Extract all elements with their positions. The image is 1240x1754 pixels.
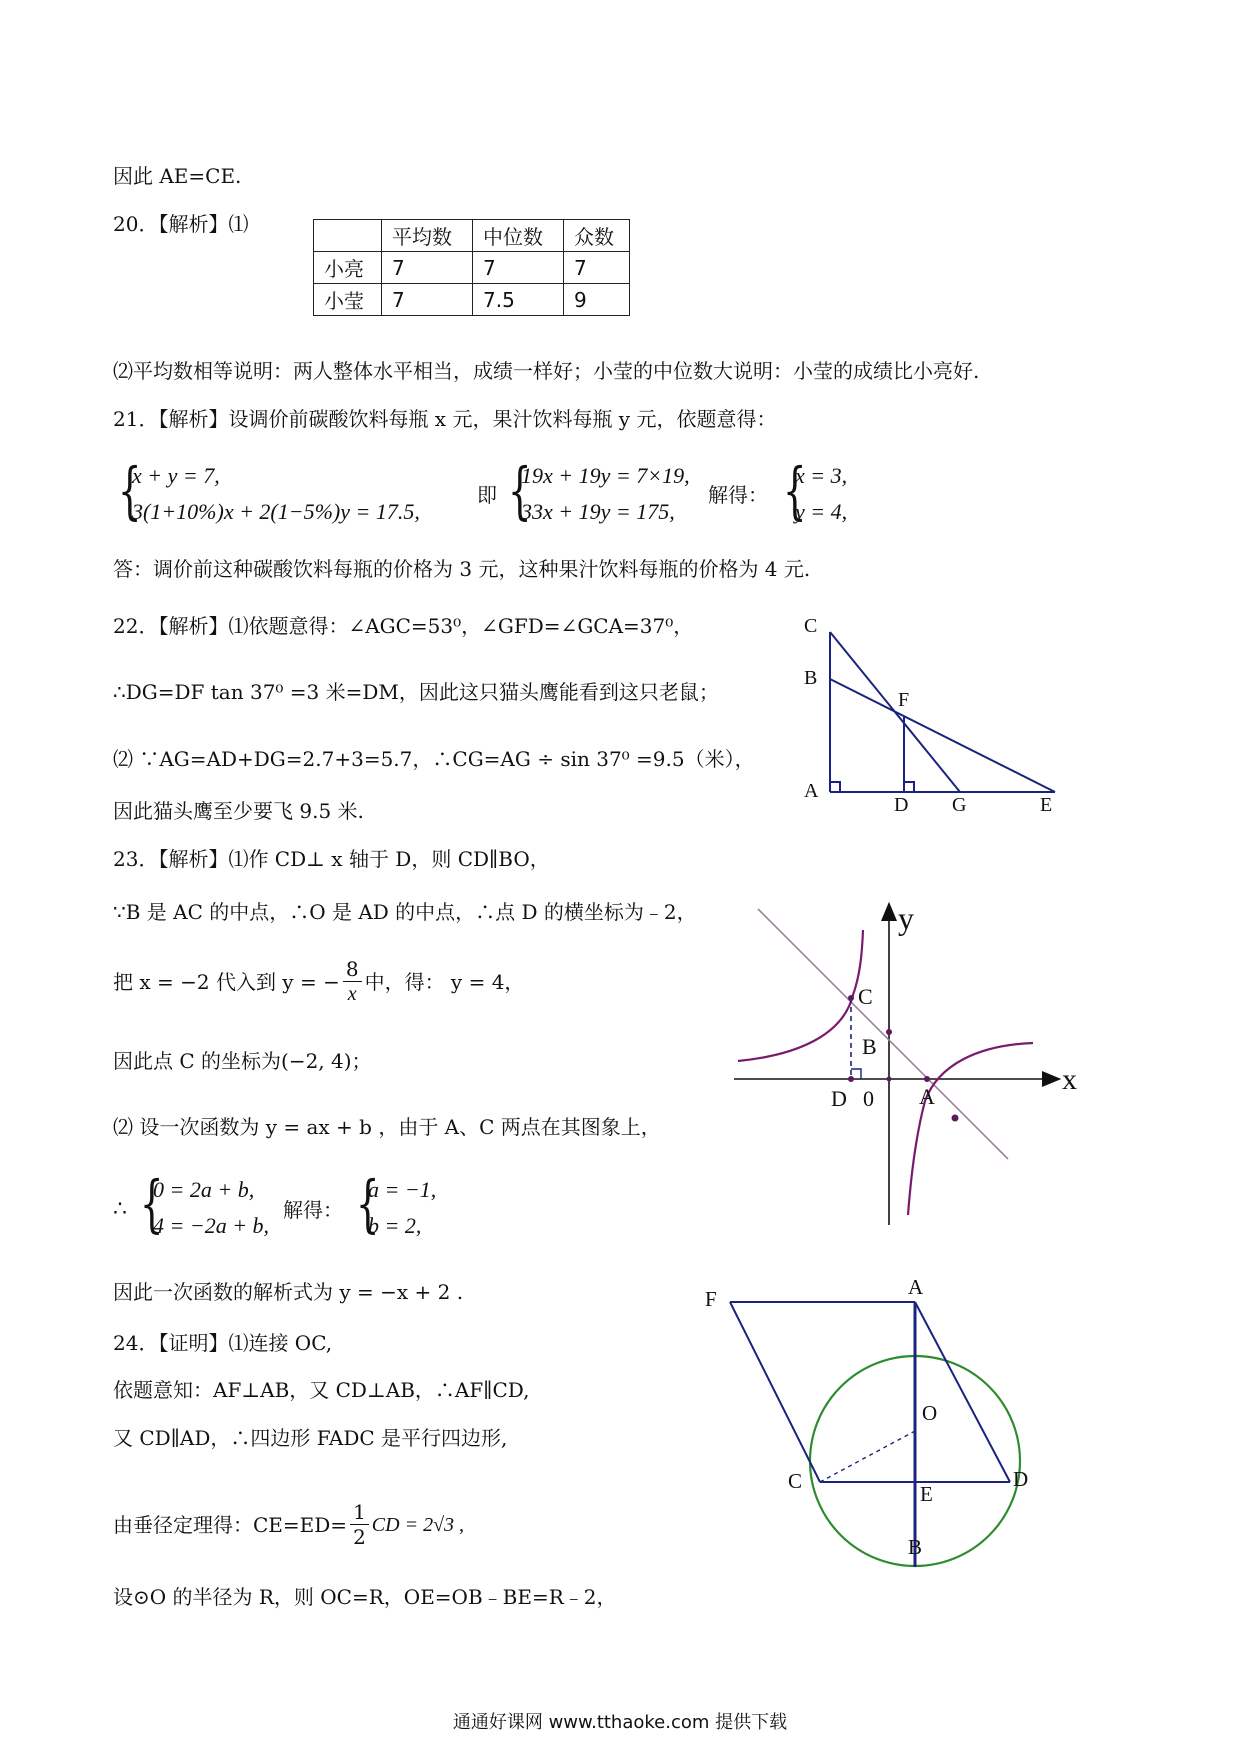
q24-line5: 设⊙O 的半径为 R，则 OC=R，OE=OB﹣BE=R﹣2， <box>113 1585 617 1609</box>
q22-line2: ∴DG=DF tan 37⁰ =3 米=DM，因此这只猫头鹰能看到这只老鼠； <box>113 680 719 704</box>
table-cell: 9 <box>564 284 630 316</box>
brace-symbol: { <box>507 454 532 527</box>
table-header: 平均数 <box>382 220 473 252</box>
q23-line2: ∵B 是 AC 的中点，∴O 是 AD 的中点，∴点 D 的横坐标为﹣2， <box>113 900 697 924</box>
label-d: D <box>831 1086 847 1111</box>
table-row <box>314 284 630 316</box>
label-a: A <box>804 780 819 802</box>
equation: 19x + 19y = 7×19, <box>521 463 690 488</box>
q24-line1: 24．【证明】⑴连接 OC, <box>113 1331 333 1355</box>
label-g: G <box>952 794 967 815</box>
word-jiede: 解得： <box>708 483 768 507</box>
q23-line3-text: 中，得： y = 4， <box>364 969 525 994</box>
label-e: E <box>1040 794 1053 815</box>
axis-label-y: y <box>898 900 914 936</box>
table-cell: 7 <box>382 252 473 284</box>
table-cell: 小亮 <box>314 252 382 284</box>
function-graph-figure <box>728 895 1108 1235</box>
label-b: B <box>908 1535 923 1559</box>
label-o: O <box>922 1401 938 1425</box>
equation: y = 4, <box>795 499 848 524</box>
brace-symbol: { <box>117 454 142 527</box>
fraction-denominator: 2 <box>353 1525 366 1549</box>
word-ji: 即 <box>477 483 497 507</box>
q21-heading: 21．【解析】设调价前碳酸饮料每瓶 x 元，果汁饮料每瓶 y 元，依题意得： <box>113 407 777 431</box>
brace-symbol: { <box>139 1167 164 1240</box>
equation: x = 3, <box>795 463 848 488</box>
table-cell: 7.5 <box>473 284 564 316</box>
q22-line1: 22．【解析】⑴依题意得：∠AGC=53⁰，∠GFD=∠GCA=37⁰， <box>113 614 694 638</box>
brace-symbol: { <box>355 1167 380 1240</box>
label-c: C <box>804 615 818 637</box>
circle-geometry-figure <box>700 1280 1040 1570</box>
q24-line4-text: 由垂径定理得：CE=ED= <box>113 1512 348 1537</box>
q23-line5: ⑵ 设一次函数为 y = ax + b ，由于 A、C 两点在其图象上， <box>113 1115 661 1139</box>
fraction-denominator: x <box>347 983 357 1005</box>
q20-part2: ⑵平均数相等说明：两人整体水平相当，成绩一样好；小莹的中位数大说明：小莹的成绩比小亮好. <box>113 359 980 383</box>
q22-line3: ⑵ ∵AG=AD+DG=2.7+3=5.7，∴CG=AG ÷ sin 37⁰ =9.5（米）， <box>113 747 755 771</box>
owl-geometry-figure <box>790 615 1070 815</box>
q24-line3: 又 CD∥AD，∴四边形 FADC 是平行四边形, <box>113 1426 508 1450</box>
q23-line3 <box>113 957 524 1006</box>
axis-label-x: x <box>1062 1063 1077 1096</box>
q23-line3-text: 把 x = −2 代入到 y = − <box>113 969 340 994</box>
label-a: A <box>908 1280 924 1299</box>
table-cell: 7 <box>564 252 630 284</box>
label-e: E <box>920 1482 933 1506</box>
table-cell: 7 <box>382 284 473 316</box>
table-header: 中位数 <box>473 220 564 252</box>
equation: 0 = 2a + b, <box>153 1177 255 1202</box>
q22-line4: 因此猫头鹰至少要飞 9.5 米. <box>113 799 364 823</box>
label-c: C <box>788 1469 803 1493</box>
q23-line1: 23．【解析】⑴作 CD⊥ x 轴于 D，则 CD∥BO， <box>113 847 550 871</box>
label-b: B <box>862 1034 877 1059</box>
q23-line4: 因此点 C 的坐标为(−2, 4)； <box>113 1049 372 1073</box>
equation: 33x + 19y = 175, <box>521 499 675 524</box>
table-row <box>314 252 630 284</box>
therefore-symbol: ∴ <box>113 1197 127 1222</box>
q21-answer: 答：调价前这种碳酸饮料每瓶的价格为 3 元，这种果汁饮料每瓶的价格为 4 元. <box>113 557 811 581</box>
label-a: A <box>919 1084 935 1109</box>
label-d: D <box>894 794 909 815</box>
q23-line6: 因此一次函数的解析式为 y = −x + 2 . <box>113 1280 464 1304</box>
table-cell: 小莹 <box>314 284 382 316</box>
equation: x + y = 7, <box>132 463 220 488</box>
fraction-numerator: 1 <box>350 1500 369 1525</box>
fraction <box>343 957 362 1006</box>
q24-line4 <box>113 1500 464 1549</box>
q24-line4-text: CD = 2√3 , <box>371 1513 465 1536</box>
table-header: 众数 <box>564 220 630 252</box>
brace-symbol: { <box>782 454 807 527</box>
table-header-row <box>314 220 630 252</box>
table-cell <box>314 220 382 252</box>
label-origin: 0 <box>863 1086 874 1111</box>
equation: 4 = −2a + b, <box>153 1213 270 1238</box>
line-ae-ce: 因此 AE=CE. <box>113 164 242 188</box>
equation: 3(1+10%)x + 2(1−5%)y = 17.5, <box>132 499 420 524</box>
label-b: B <box>804 667 818 689</box>
label-f: F <box>705 1287 717 1311</box>
fraction-numerator: 8 <box>343 957 362 982</box>
word-jiede: 解得： <box>283 1198 343 1222</box>
label-c: C <box>858 984 873 1009</box>
equation: b = 2, <box>368 1213 422 1238</box>
fraction <box>350 1500 369 1549</box>
q24-line2: 依题意知：AF⊥AB，又 CD⊥AB，∴AF∥CD, <box>113 1378 530 1402</box>
q20-heading: 20．【解析】⑴ <box>113 212 249 236</box>
equation: a = −1, <box>368 1177 437 1202</box>
page-footer: 通通好课网 www.tthaoke.com 提供下载 <box>452 1712 788 1733</box>
label-d: D <box>1013 1467 1029 1491</box>
stats-table <box>313 219 630 316</box>
label-f: F <box>898 689 910 711</box>
table-cell: 7 <box>473 252 564 284</box>
